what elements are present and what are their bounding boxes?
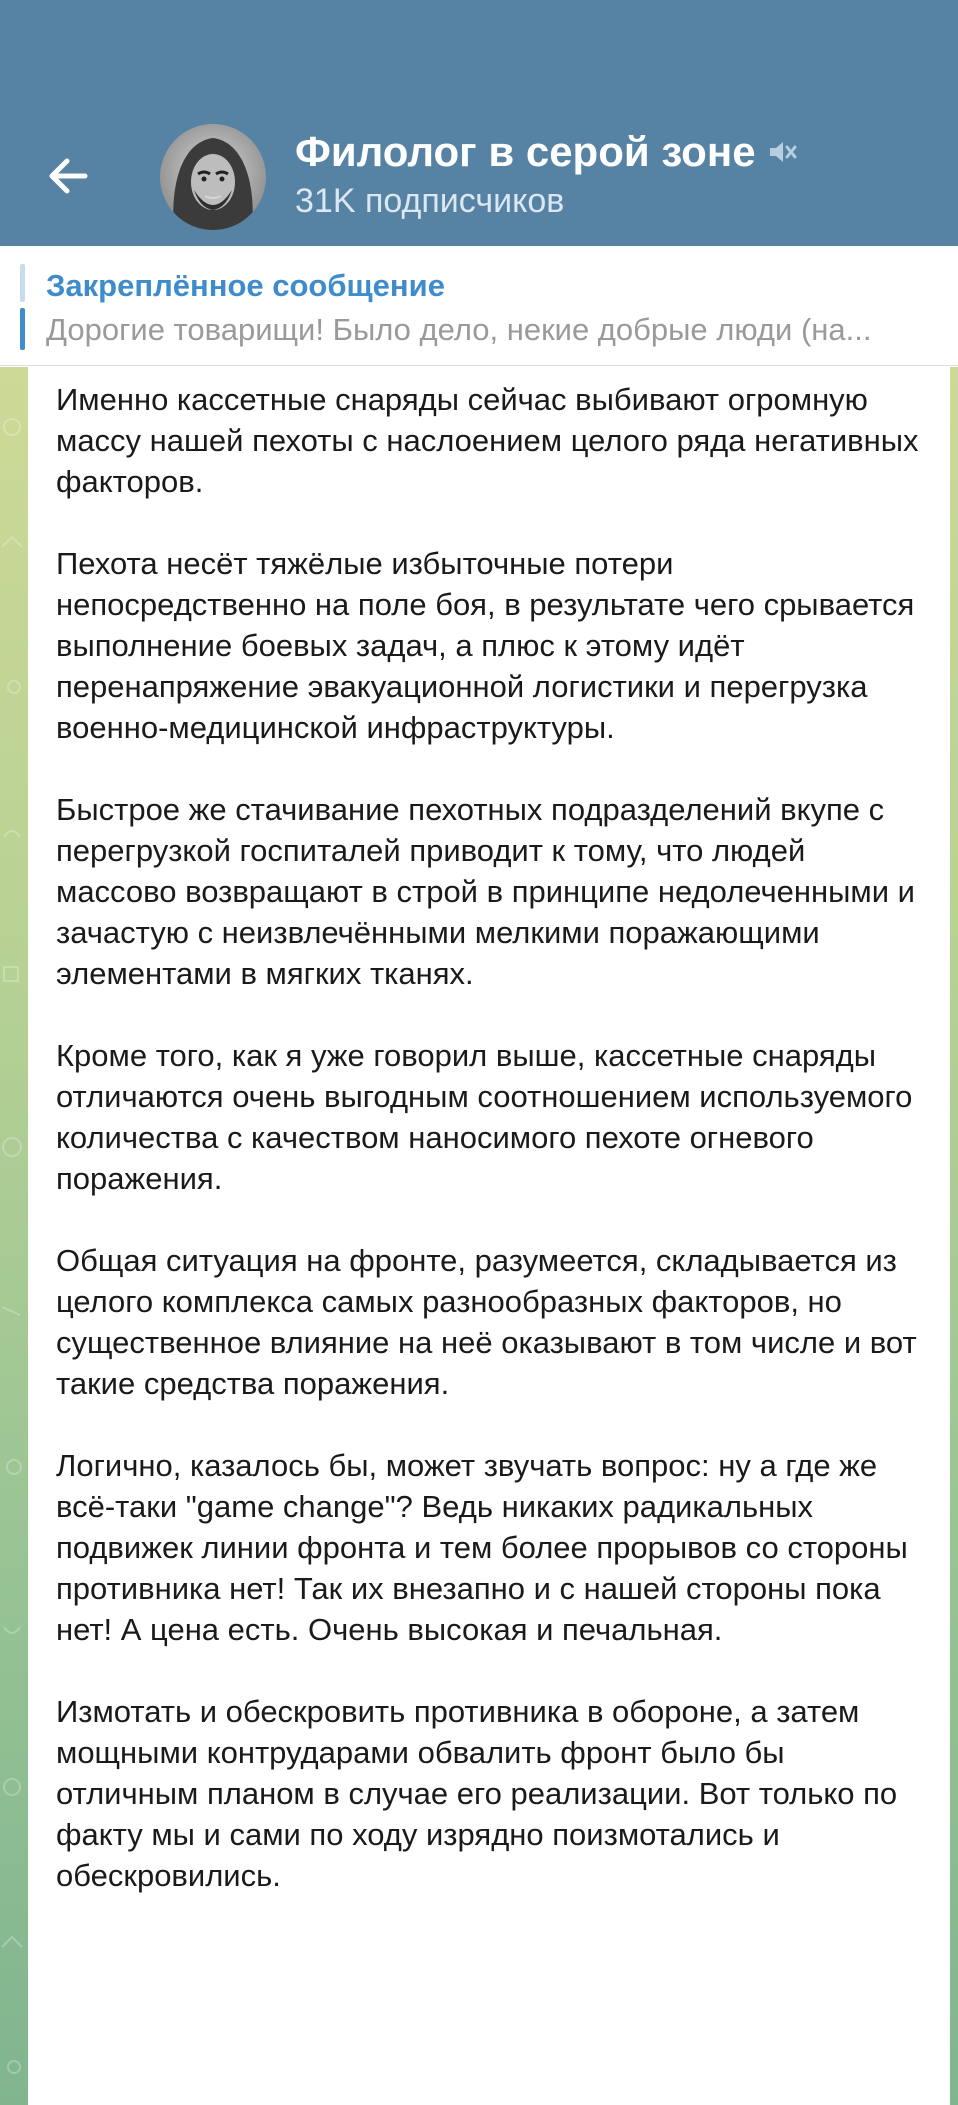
message-paragraph: Измотать и обескровить противника в обороне, а затем мощными контрударами обвалить фронт было бы отличным планом в случае его реализации. Вот только по факту мы и сами по ходу изрядно поизмотались и обескровились. [56,1694,898,1893]
message-bubble[interactable] [28,367,950,2105]
message-paragraph: Кроме того, как я уже говорил выше, кассетные снаряды отличаются очень выгодным соотношением используемого количества с качеством наносимого пехоте огневого поражения. [56,1038,913,1196]
message-text [28,367,950,1896]
pinned-label: Закреплённое сообщение [46,268,445,303]
message-paragraph: Логично, казалось бы, может звучать вопрос: ну а где же всё-таки "game change"? Ведь никаких радикальных подвижек линии фронта и тем более прорывов со стороны противника нет! Так их внезапно и с нашей стороны пока нет! А цена есть. Очень высокая и печальная. [56,1448,908,1647]
channel-header [0,0,958,246]
message-paragraph: Общая ситуация на фронте, разумеется, складывается из целого комплекса самых разнообразных факторов, но существенное влияние на неё оказывают в том числе и вот такие средства поражения. [56,1243,917,1401]
message-paragraph: Именно кассетные снаряды сейчас выбивают огромную массу нашей пехоты с наслоением целого ряда негативных факторов. [56,382,919,499]
pinned-message-bar[interactable] [0,246,958,366]
pinned-preview: Дорогие товарищи! Было дело, некие добрые люди (на... [46,312,872,347]
back-button[interactable] [38,146,98,206]
message-paragraph: Пехота несёт тяжёлые избыточные потери непосредственно на поле боя, в результате чего срывается выполнение боевых задач, а плюс к этому идёт перенапряжение эвакуационной логистики и перегрузка военно-медицинской инфраструктуры. [56,546,915,745]
muted-speaker-icon [766,136,798,168]
pinned-indicator [20,264,25,350]
arrow-left-icon [45,153,91,199]
channel-title[interactable]: Филолог в серой зоне [295,128,756,175]
channel-avatar[interactable] [160,124,266,230]
message-paragraph: Быстрое же стачивание пехотных подразделений вкупе с перегрузкой госпиталей приводит к тому, что людей массово возвращают в строй в принципе недолеченными и зачастую с неизвлечёнными мелкими поражающими элементами в мягких тканях. [56,792,915,991]
subscriber-count: 31K подписчиков [295,182,565,220]
